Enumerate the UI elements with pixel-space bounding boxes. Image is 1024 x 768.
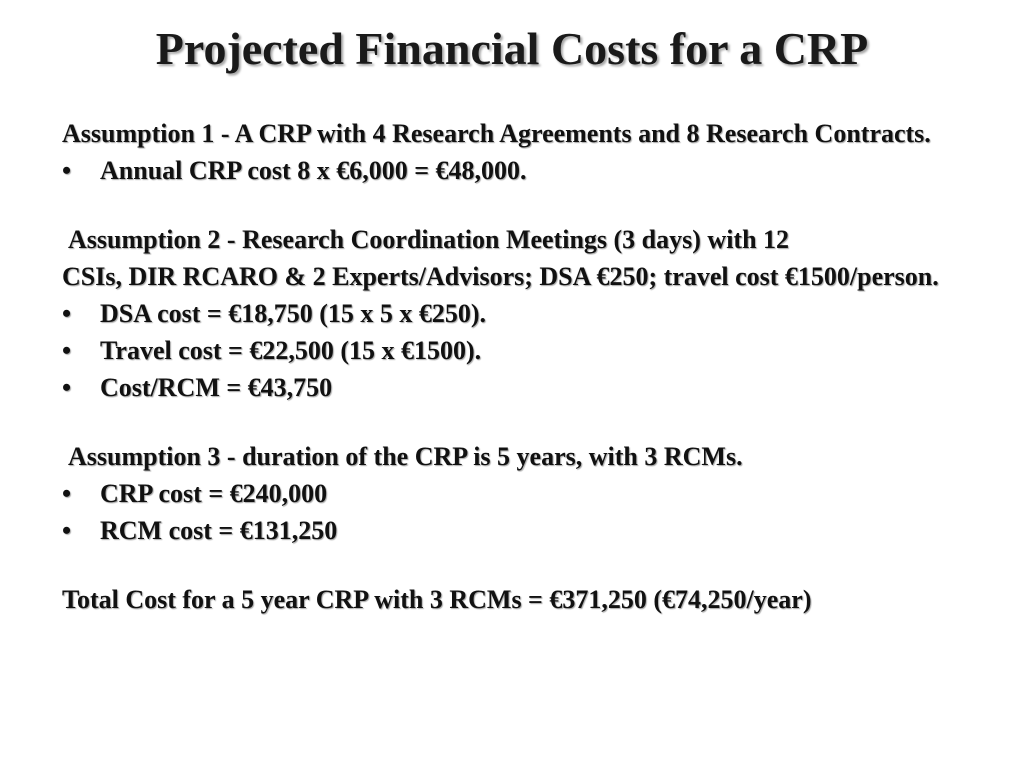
assumption-3-bullet-2	[62, 515, 982, 546]
slide-body	[62, 118, 982, 615]
bullet-icon: •	[62, 516, 72, 545]
bullet-icon: •	[62, 479, 72, 508]
bullet-text: CRP cost = €240,000	[100, 479, 328, 508]
assumption-2-heading-line-2: CSIs, DIR RCARO & 2 Experts/Advisors; DSA €250; travel cost €1500/person.	[62, 262, 939, 291]
spacer	[62, 546, 982, 584]
bullet-text: RCM cost = €131,250	[100, 516, 338, 545]
assumption-2-heading-line-1: Assumption 2 - Research Coordination Meetings (3 days) with 12	[68, 225, 790, 254]
slide-title: Projected Financial Costs for a CRP	[155, 23, 869, 74]
bullet-text: Annual CRP cost 8 x €6,000 = €48,000.	[100, 156, 527, 185]
bullet-text: DSA cost = €18,750 (15 x 5 x €250).	[100, 299, 487, 328]
bullet-icon: •	[62, 336, 72, 365]
bullet-text: Travel cost = €22,500 (15 x €1500).	[100, 336, 482, 365]
assumption-2-bullet-2	[62, 335, 982, 366]
assumption-1-bullet-1	[62, 155, 982, 186]
bullet-text: Cost/RCM = €43,750	[100, 373, 333, 402]
assumption-3-bullet-1	[62, 478, 982, 509]
spacer	[62, 403, 982, 441]
bullet-icon: •	[62, 299, 72, 328]
assumption-3-heading: Assumption 3 - duration of the CRP is 5 years, with 3 RCMs.	[68, 442, 743, 471]
assumption-2-bullet-1	[62, 298, 982, 329]
assumption-2-bullet-3	[62, 372, 982, 403]
total-cost-line: Total Cost for a 5 year CRP with 3 RCMs = €371,250 (€74,250/year)	[62, 585, 812, 614]
assumption-1-heading: Assumption 1 - A CRP with 4 Research Agreements and 8 Research Contracts.	[62, 119, 931, 148]
bullet-icon: •	[62, 156, 72, 185]
bullet-icon: •	[62, 373, 72, 402]
spacer	[62, 186, 982, 224]
